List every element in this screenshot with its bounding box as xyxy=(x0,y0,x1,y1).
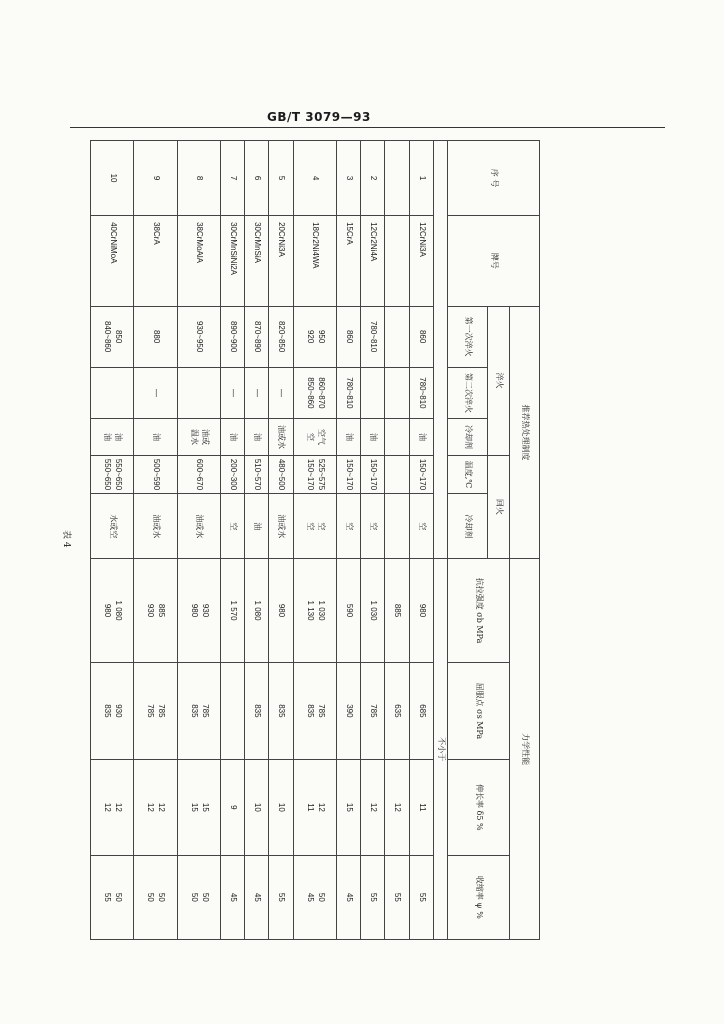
cell-second: — xyxy=(269,367,293,419)
col-reduction: 收缩率 ψ % xyxy=(448,855,510,939)
cell-grade: 12Cr2Ni4A xyxy=(361,216,385,307)
col-second-quench: 第二次淬火 xyxy=(448,367,488,419)
col-seq: 序 号 xyxy=(448,141,540,216)
cell-first xyxy=(385,306,409,367)
cell-t_cool: 空 xyxy=(220,494,244,559)
col-temper-temp: 温度,℃ xyxy=(448,455,488,494)
table-row xyxy=(361,141,385,940)
cell-second: 780~810 xyxy=(336,367,360,419)
cell-t_temp: 480~500 xyxy=(269,455,293,494)
rotated-table-container xyxy=(90,140,540,940)
cell-seq: 1 xyxy=(409,141,433,216)
cell-t_cool: 油或水 xyxy=(134,494,177,559)
cell-first: 880 xyxy=(134,306,177,367)
cell-t_cool: 油或水 xyxy=(269,494,293,559)
col-grade: 牌号 xyxy=(448,216,540,307)
cell-yield: 785 835 xyxy=(177,662,220,759)
cell-elong: 10 xyxy=(245,759,269,855)
cell-yield: 635 xyxy=(385,662,409,759)
cell-second: 860~870 850~860 xyxy=(293,367,336,419)
col-mech: 力学性能 xyxy=(510,559,540,940)
cell-first: 870~890 xyxy=(245,306,269,367)
cell-first: 950 920 xyxy=(293,306,336,367)
cell-elong: 9 xyxy=(220,759,244,855)
cell-second: 780~810 xyxy=(409,367,433,419)
cell-seq: 3 xyxy=(336,141,360,216)
cell-first: 890~900 xyxy=(220,306,244,367)
cell-second xyxy=(91,367,134,419)
cell-elong: 10 xyxy=(269,759,293,855)
cell-yield: 835 xyxy=(245,662,269,759)
cell-reduction: 55 xyxy=(385,855,409,939)
cell-tensile: 980 xyxy=(269,559,293,663)
cell-yield: 785 xyxy=(361,662,385,759)
cell-yield: 785 785 xyxy=(134,662,177,759)
table-row xyxy=(409,141,433,940)
table-row xyxy=(336,141,360,940)
table-row xyxy=(245,141,269,940)
cell-elong: 12 12 xyxy=(91,759,134,855)
cell-reduction: 50 55 xyxy=(91,855,134,939)
cell-seq: 6 xyxy=(245,141,269,216)
cell-first: 860 xyxy=(336,306,360,367)
cell-seq: 8 xyxy=(177,141,220,216)
cell-reduction: 45 xyxy=(336,855,360,939)
cell-first: 780~810 xyxy=(361,306,385,367)
col-elong: 伸长率 δ5 % xyxy=(448,759,510,855)
col-temper-coolant: 冷却剂 xyxy=(448,494,488,559)
cell-tensile: 590 xyxy=(336,559,360,663)
col-tensile: 抗拉强度 σb MPa xyxy=(448,559,510,663)
cell-t_cool: 空 xyxy=(409,494,433,559)
cell-reduction: 55 xyxy=(409,855,433,939)
header-rule xyxy=(70,127,665,128)
cell-first: 930~950 xyxy=(177,306,220,367)
table-title: 表 4 xyxy=(61,530,71,548)
cell-grade: 38CrMoAlA xyxy=(177,216,220,307)
cell-first: 820~850 xyxy=(269,306,293,367)
cell-elong: 15 15 xyxy=(177,759,220,855)
col-yield: 屈服点 σs MPa xyxy=(448,662,510,759)
cell-coolant xyxy=(385,419,409,455)
cell-seq: 5 xyxy=(269,141,293,216)
cell-t_temp: 150~170 xyxy=(409,455,433,494)
cell-yield: 785 835 xyxy=(293,662,336,759)
cell-coolant: 油 xyxy=(409,419,433,455)
heat-treatment-table xyxy=(90,140,540,940)
cell-second: — xyxy=(220,367,244,419)
cell-yield: 685 xyxy=(409,662,433,759)
cell-tensile: 1 080 xyxy=(245,559,269,663)
cell-grade: 30CrMnSiA xyxy=(245,216,269,307)
cell-grade: 20CrNi3A xyxy=(269,216,293,307)
table-row xyxy=(385,141,409,940)
not-less-than: 不小于 xyxy=(434,559,448,940)
col-quench: 淬火 xyxy=(488,306,510,455)
cell-tensile: 885 xyxy=(385,559,409,663)
cell-yield: 835 xyxy=(269,662,293,759)
col-temper: 回火 xyxy=(488,455,510,559)
cell-reduction: 55 xyxy=(361,855,385,939)
cell-t_temp xyxy=(385,455,409,494)
cell-coolant: 油 油 xyxy=(91,419,134,455)
table-row xyxy=(293,141,336,940)
cell-elong: 12 xyxy=(385,759,409,855)
cell-reduction: 45 xyxy=(220,855,244,939)
cell-second xyxy=(177,367,220,419)
cell-coolant: 油或水 xyxy=(269,419,293,455)
table-row xyxy=(91,141,134,940)
cell-tensile: 885 930 xyxy=(134,559,177,663)
cell-reduction: 50 50 xyxy=(134,855,177,939)
table-row xyxy=(177,141,220,940)
cell-yield: 390 xyxy=(336,662,360,759)
cell-tensile: 930 980 xyxy=(177,559,220,663)
col-coolant: 冷却剂 xyxy=(448,419,488,455)
cell-t_cool: 油或水 xyxy=(177,494,220,559)
cell-coolant: 油 xyxy=(336,419,360,455)
cell-t_temp: 550~650 550~650 xyxy=(91,455,134,494)
cell-elong: 12 xyxy=(361,759,385,855)
cell-grade: 15CrA xyxy=(336,216,360,307)
cell-second xyxy=(385,367,409,419)
cell-tensile: 980 xyxy=(409,559,433,663)
cell-seq: 4 xyxy=(293,141,336,216)
cell-reduction: 50 45 xyxy=(293,855,336,939)
cell-t_temp: 500~590 xyxy=(134,455,177,494)
cell-yield xyxy=(220,662,244,759)
cell-grade: 38CrA xyxy=(134,216,177,307)
cell-t_temp: 200~300 xyxy=(220,455,244,494)
cell-t_cool xyxy=(385,494,409,559)
cell-t_cool: 水或空 xyxy=(91,494,134,559)
cell-seq: 7 xyxy=(220,141,244,216)
table-row xyxy=(220,141,244,940)
cell-second: — xyxy=(245,367,269,419)
cell-elong: 15 xyxy=(336,759,360,855)
cell-t_cool: 空 xyxy=(336,494,360,559)
cell-t_temp: 525~575 150~170 xyxy=(293,455,336,494)
cell-grade: 12CrNi3A xyxy=(409,216,433,307)
cell-tensile: 1 080 980 xyxy=(91,559,134,663)
cell-t_temp: 150~170 xyxy=(336,455,360,494)
cell-t_temp: 510~570 xyxy=(245,455,269,494)
cell-yield: 930 835 xyxy=(91,662,134,759)
cell-seq: 2 xyxy=(361,141,385,216)
cell-second xyxy=(361,367,385,419)
cell-grade xyxy=(385,216,409,307)
cell-tensile: 1 030 1 130 xyxy=(293,559,336,663)
table-row xyxy=(269,141,293,940)
cell-coolant: 油 xyxy=(134,419,177,455)
cell-coolant: 油或 温水 xyxy=(177,419,220,455)
cell-reduction: 45 xyxy=(245,855,269,939)
cell-seq xyxy=(385,141,409,216)
cell-grade: 40CrNiMoA xyxy=(91,216,134,307)
cell-coolant: 油 xyxy=(361,419,385,455)
cell-grade: 18Cr2Ni4WA xyxy=(293,216,336,307)
cell-t_cool: 空 空 xyxy=(293,494,336,559)
cell-coolant: 油 xyxy=(245,419,269,455)
table-row xyxy=(134,141,177,940)
cell-first: 850 840~860 xyxy=(91,306,134,367)
cell-tensile: 1 570 xyxy=(220,559,244,663)
cell-elong: 11 xyxy=(409,759,433,855)
cell-reduction: 55 xyxy=(269,855,293,939)
cell-t_cool: 油 xyxy=(245,494,269,559)
cell-grade: 30CrMnSiNi2A xyxy=(220,216,244,307)
cell-t_cool: 空 xyxy=(361,494,385,559)
cell-seq: 9 xyxy=(134,141,177,216)
col-first-quench: 第一次淬火 xyxy=(448,306,488,367)
standard-number: GB/T 3079—93 xyxy=(267,110,371,124)
cell-elong: 12 11 xyxy=(293,759,336,855)
cell-t_temp: 600~670 xyxy=(177,455,220,494)
cell-coolant: 油 xyxy=(220,419,244,455)
cell-coolant: 空气 空 xyxy=(293,419,336,455)
col-heat-treatment: 推荐热处理制度 xyxy=(510,306,540,559)
cell-t_temp: 150~170 xyxy=(361,455,385,494)
cell-seq: 10 xyxy=(91,141,134,216)
cell-elong: 12 12 xyxy=(134,759,177,855)
cell-second: — xyxy=(134,367,177,419)
cell-tensile: 1 030 xyxy=(361,559,385,663)
cell-reduction: 50 50 xyxy=(177,855,220,939)
cell-first: 860 xyxy=(409,306,433,367)
